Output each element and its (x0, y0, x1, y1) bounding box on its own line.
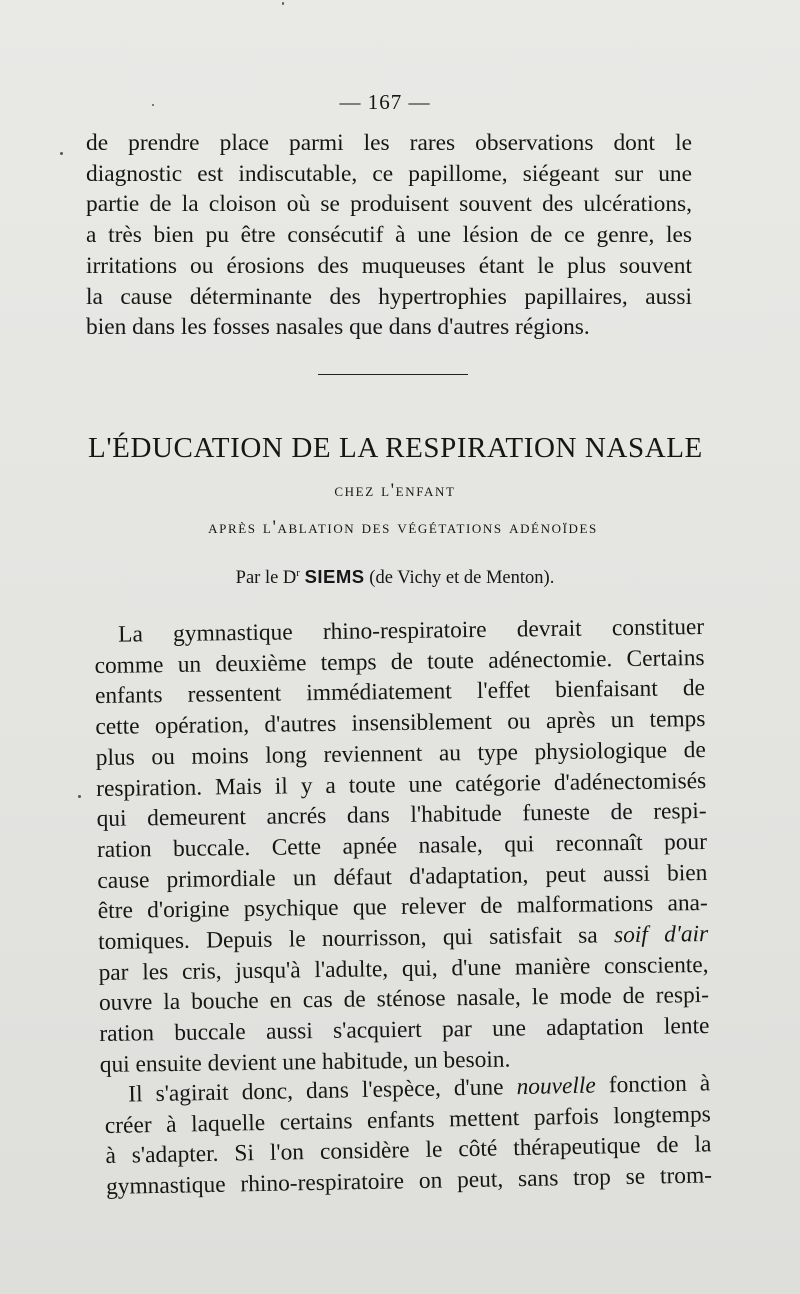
byline-prefix: Par le D (235, 568, 297, 588)
page-number: — 167 — (339, 90, 431, 114)
text-line: respiration. Mais il y a toute une catégorie d'adénectomisés (96, 767, 707, 802)
text-segment: Il s'agirait donc, dans l'espèce, d'une (128, 1074, 504, 1108)
text-line: ration buccale. Cette apnée nasale, qui reconnaît pour (96, 828, 708, 863)
text-line: enfants ressentent immédiatement l'effet bienfaisant de (94, 675, 706, 710)
paragraph-body-next (104, 1068, 712, 1202)
text-segment: fonction à (608, 1070, 711, 1099)
text-line: par les cris, jusqu'à l'adulte, qui, d'une manière consciente, (98, 951, 709, 986)
paragraph-continuation (86, 128, 692, 343)
paper-speck (78, 795, 81, 798)
text-line: plus ou moins long reviennent au type physiologique de (95, 736, 706, 771)
text-line: qui ensuite devient une habitude, un besoin. (99, 1046, 511, 1078)
section-divider (318, 374, 468, 375)
byline-affiliation: (de Vichy et de Menton). (369, 568, 555, 588)
byline-superscript: r (296, 567, 300, 579)
article-subtitle: chez l'enfant (334, 480, 456, 501)
text-line: cause primordiale un défaut d'adaptation, peut aussi bien (97, 859, 708, 894)
text-line: à s'adapter. Si l'on considère le côté thérapeutique de la (105, 1131, 712, 1170)
text-line: la cause déterminante des hypertrophies papillaires, aussi (86, 283, 692, 310)
text-line: qui demeurent ancrés dans l'habitude funeste de respi- (96, 798, 707, 833)
text-line: comme un deuxième temps de toute adénectomie. Certains (94, 644, 705, 679)
paragraph-body (94, 612, 710, 1080)
text-line: créer à laquelle certains enfants mettent parfois longtemps (104, 1101, 712, 1139)
text-line: de prendre place parmi les rares observations dont le (86, 130, 692, 156)
text-line: partie de la cloison où se produisent souvent des ulcérations, (86, 191, 692, 218)
article-subtitle-secondary: après l'ablation des végétations adénoïdes (208, 517, 598, 538)
author-name: SIEMS (304, 566, 365, 587)
paper-speck (152, 104, 154, 106)
text-line: bien dans les fosses nasales que dans d'autres régions. (86, 314, 590, 341)
byline (0, 566, 790, 589)
text-line: a très bien pu être consécutif à une lésion de ce genre, les (86, 222, 692, 249)
text-line: cette opération, d'autres insensiblement ou après un temps (95, 706, 706, 741)
text-segment: tomiques. Depuis le nourrisson, qui satisfait sa (98, 922, 598, 956)
article-title: L'ÉDUCATION DE LA RESPIRATION NASALE (88, 432, 703, 464)
text-line: ration buccale aussi s'acquiert par une adaptation lente (99, 1013, 710, 1048)
text-line: irritations ou érosions des muqueuses étant le plus souvent (86, 252, 692, 279)
italic-phrase: nouvelle (516, 1072, 597, 1101)
text-line: La gymnastique rhino-respiratoire devrait constituer (118, 614, 705, 648)
paper-speck (282, 2, 284, 5)
text-line: diagnostic est indiscutable, ce papillome, siégeant sur une (86, 160, 692, 187)
italic-phrase: soif d'air (613, 921, 709, 949)
text-line: être d'origine psychique que relever de malformations ana- (97, 890, 708, 925)
paper-speck (60, 152, 63, 155)
text-line: ouvre la bouche en cas de sténose nasale, le mode de respi- (98, 982, 710, 1017)
text-line: gymnastique rhino-respiratoire on peut, sans trop se trom- (105, 1162, 713, 1201)
